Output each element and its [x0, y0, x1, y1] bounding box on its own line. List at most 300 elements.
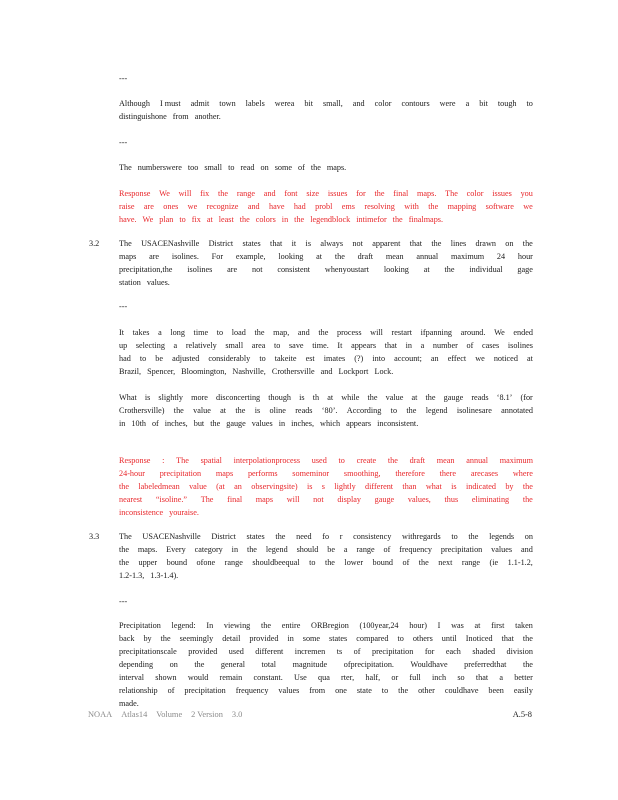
word: the	[160, 634, 171, 643]
word: of	[466, 341, 474, 350]
word: one	[335, 686, 347, 695]
word: We	[142, 215, 154, 224]
word: each	[445, 647, 461, 656]
word: noticed	[493, 354, 518, 363]
word: seemingly	[179, 634, 214, 643]
word: couldhave	[444, 686, 479, 695]
word: issues	[327, 189, 348, 198]
word: appears	[346, 419, 372, 428]
word: Every	[166, 545, 186, 554]
word: the	[406, 406, 417, 415]
word: though	[268, 393, 292, 402]
paragraph-comment-legend	[119, 619, 533, 710]
word: s	[321, 482, 325, 491]
word: or	[391, 673, 399, 682]
word: selecting	[135, 341, 165, 350]
word: numberswere	[137, 163, 182, 172]
word: USACENashville	[142, 532, 201, 541]
word: there	[439, 469, 457, 478]
word: more	[191, 393, 208, 402]
word: ofprecipitation.	[343, 660, 394, 669]
word: legendblock	[310, 215, 351, 224]
word: from	[172, 112, 189, 121]
footer-word: NOAA	[88, 710, 113, 719]
word: compared	[356, 634, 389, 643]
word: contours	[401, 99, 430, 108]
word: bit	[479, 99, 488, 108]
word: shown	[155, 673, 177, 682]
separator: ---	[119, 138, 128, 147]
word: annual	[416, 252, 439, 261]
word: the	[425, 393, 436, 402]
word: color	[374, 99, 392, 108]
word: not	[352, 239, 363, 248]
text-line	[119, 493, 533, 506]
word: least	[218, 215, 234, 224]
response-paragraph	[119, 454, 533, 519]
word: are	[227, 265, 238, 274]
word: The	[119, 163, 132, 172]
word: The	[119, 239, 132, 248]
word: maximum	[499, 456, 533, 465]
word: labels	[245, 99, 265, 108]
word: where	[512, 469, 533, 478]
word: than	[402, 482, 417, 491]
word: fo	[322, 532, 330, 541]
word: total	[261, 660, 277, 669]
word: maps.	[137, 545, 158, 554]
word: values.	[146, 278, 170, 287]
word: area	[251, 341, 266, 350]
word: in	[405, 341, 412, 350]
word: at	[474, 621, 481, 630]
text-line	[119, 632, 533, 645]
word: maps	[119, 252, 137, 261]
word: general	[220, 660, 245, 669]
word: need	[296, 532, 312, 541]
word: performs	[247, 469, 278, 478]
word: est	[305, 354, 315, 363]
word: around.	[460, 328, 486, 337]
word: lines	[450, 239, 467, 248]
word: the	[334, 252, 345, 261]
word: color	[466, 189, 484, 198]
word: display	[337, 495, 361, 504]
text-line	[119, 200, 533, 213]
word: long	[170, 328, 185, 337]
word: interval	[119, 673, 145, 682]
text-line	[119, 404, 533, 417]
word: different	[255, 647, 284, 656]
paragraph-comment-numbers	[119, 161, 533, 174]
word: legend	[425, 406, 448, 415]
word: states	[242, 239, 261, 248]
word: the	[218, 189, 229, 198]
word: I must	[159, 99, 181, 108]
text-line	[119, 569, 533, 582]
footer-word: 3.0	[231, 710, 243, 719]
word: frequency	[235, 686, 269, 695]
word: the	[444, 265, 455, 274]
word: load	[231, 328, 246, 337]
word: werea	[274, 99, 295, 108]
word: made.	[119, 699, 139, 708]
word: issues	[492, 189, 512, 198]
word: the	[431, 239, 442, 248]
word: withregards	[402, 532, 441, 541]
word: the	[275, 532, 286, 541]
word: others	[412, 634, 433, 643]
text-line	[119, 506, 533, 519]
word: the	[235, 406, 246, 415]
word: to	[259, 354, 266, 363]
word: a	[158, 328, 162, 337]
word: upper	[138, 558, 158, 567]
text-line	[119, 250, 533, 263]
word: Wouldhave	[410, 660, 448, 669]
word: is	[254, 406, 261, 415]
word: the	[522, 634, 533, 643]
word: range	[236, 189, 255, 198]
word: 1.2-1.3,	[119, 571, 145, 580]
word: thus	[444, 495, 459, 504]
word: so	[457, 673, 465, 682]
word: fix	[200, 189, 210, 198]
section-3-3-paragraph	[119, 530, 533, 582]
separator: ---	[119, 597, 128, 606]
word: read	[240, 163, 255, 172]
word: at	[206, 215, 213, 224]
word: would	[187, 673, 209, 682]
word: small	[204, 163, 223, 172]
word: isolines.	[171, 252, 199, 261]
word: in	[231, 545, 239, 554]
word: incremen	[294, 647, 326, 656]
word: maps.	[326, 163, 347, 172]
word: consistent	[277, 265, 311, 274]
word: Lock.	[374, 367, 394, 376]
word: takeite	[274, 354, 297, 363]
word: drawn	[475, 239, 496, 248]
word: finalmaps.	[408, 215, 444, 224]
word: in	[278, 419, 286, 428]
word: youraise.	[169, 508, 199, 517]
word: Bloomington,	[181, 367, 227, 376]
text-line	[119, 697, 533, 710]
word: shouldbeequal	[252, 558, 300, 567]
page-number: A.5-8	[512, 710, 532, 719]
word: by	[143, 634, 152, 643]
word: is	[299, 393, 305, 402]
word: will	[178, 189, 192, 198]
word: the	[119, 545, 130, 554]
word: viewing	[223, 621, 251, 630]
word: the	[392, 215, 403, 224]
word: consistency	[353, 532, 392, 541]
word: will	[370, 328, 383, 337]
word: effect	[447, 354, 467, 363]
word: at	[423, 265, 430, 274]
word: full	[409, 673, 421, 682]
text-line	[119, 237, 533, 250]
word: values	[491, 545, 513, 554]
word: In	[206, 621, 214, 630]
word: ems	[341, 202, 355, 211]
word: legend	[265, 545, 288, 554]
word: someminor	[292, 469, 330, 478]
word: division	[506, 647, 533, 656]
word: by	[505, 482, 514, 491]
word: nearest	[119, 495, 143, 504]
word: depending	[119, 660, 154, 669]
word: not	[313, 495, 324, 504]
word: used	[228, 647, 244, 656]
word: ‘80’.	[321, 406, 338, 415]
word: admit	[190, 99, 210, 108]
word: not	[252, 265, 263, 274]
word: (100year,24	[359, 621, 399, 630]
footer-word: Volume	[156, 710, 183, 719]
word: gage	[517, 265, 533, 274]
word: time.	[312, 341, 329, 350]
word: (at	[216, 482, 225, 491]
word: spatial	[200, 456, 222, 465]
word: and	[297, 328, 310, 337]
text-line	[119, 187, 533, 200]
footer-word: Atlas14	[121, 710, 148, 719]
word: gauge	[443, 393, 464, 402]
word: station	[119, 278, 141, 287]
word: mapping	[447, 202, 477, 211]
word: state	[356, 686, 372, 695]
word: hour)	[409, 621, 427, 630]
word: small	[225, 341, 244, 350]
word: the	[173, 406, 184, 415]
word: example,	[235, 252, 266, 261]
word: lower	[344, 558, 364, 567]
word: probl	[315, 202, 333, 211]
word: you	[520, 189, 533, 198]
word: 10th	[131, 419, 146, 428]
word: ORBregion	[311, 621, 349, 630]
word: annotated	[501, 406, 533, 415]
word: takes	[132, 328, 150, 337]
word: the	[374, 189, 385, 198]
word: I	[437, 621, 441, 630]
word: of	[402, 558, 410, 567]
text-line	[119, 365, 533, 378]
word: are	[143, 202, 154, 211]
word: preferredthat	[464, 660, 507, 669]
word: from	[309, 686, 326, 695]
word: states	[246, 532, 265, 541]
word: precipitation	[371, 647, 414, 656]
word: to	[139, 354, 147, 363]
word: size	[306, 189, 320, 198]
word: will	[286, 495, 300, 504]
word: to	[338, 456, 345, 465]
word: town	[219, 99, 236, 108]
word: frequency	[399, 545, 432, 554]
word: adjusted	[172, 354, 200, 363]
section-3-2-paragraph	[119, 237, 533, 289]
word: to	[216, 328, 224, 337]
word: is	[451, 482, 457, 491]
word: it	[291, 239, 297, 248]
word: qua	[318, 673, 330, 682]
text-line	[119, 543, 533, 556]
word: maps.	[417, 189, 437, 198]
word: and	[320, 367, 333, 376]
word: Crothersville)	[119, 406, 165, 415]
word: relationship	[119, 686, 158, 695]
word: ‘8.1’	[496, 393, 513, 402]
word: that	[409, 239, 423, 248]
word: What	[119, 393, 137, 402]
word: but	[193, 419, 205, 428]
word: have.	[119, 215, 137, 224]
word: in	[119, 419, 126, 428]
word: provided	[249, 634, 279, 643]
word: at	[526, 354, 533, 363]
text-line	[119, 645, 533, 658]
word: (ie	[489, 558, 499, 567]
word: value	[193, 406, 211, 415]
word: always	[320, 239, 344, 248]
word: map,	[273, 328, 290, 337]
word: hour	[517, 252, 533, 261]
word: intimefor	[356, 215, 387, 224]
word: isolines	[187, 265, 213, 274]
word: time	[193, 328, 209, 337]
word: were	[439, 99, 456, 108]
word: the	[468, 532, 479, 541]
separator: ---	[119, 302, 128, 311]
word: to	[179, 215, 186, 224]
word: arecases	[470, 469, 499, 478]
word: to	[228, 163, 235, 172]
word: Crothersville	[271, 367, 315, 376]
text-line	[119, 417, 533, 430]
word: to	[274, 341, 281, 350]
word: for	[424, 647, 435, 656]
word: we	[523, 202, 533, 211]
word: interpolationprocess	[233, 456, 301, 465]
word: save	[289, 341, 304, 350]
word: distinguishone	[119, 112, 167, 121]
word: observingsite)	[251, 482, 298, 491]
word: The	[200, 495, 214, 504]
word: colors	[255, 215, 276, 224]
word: range	[224, 558, 243, 567]
word: draft	[409, 456, 426, 465]
word: entire	[281, 621, 301, 630]
word: half,	[365, 673, 381, 682]
word: looking	[278, 252, 304, 261]
word: a	[173, 341, 178, 350]
word: is	[306, 482, 313, 491]
word: at	[327, 393, 334, 402]
word: (for	[520, 393, 533, 402]
word: According	[346, 406, 382, 415]
text-line	[119, 671, 533, 684]
word: the	[260, 621, 271, 630]
word: ts	[336, 647, 343, 656]
text-line	[119, 263, 533, 276]
word: on	[524, 532, 533, 541]
word: values	[278, 686, 300, 695]
word: therefore	[395, 469, 425, 478]
word: should	[296, 545, 319, 554]
word: that	[501, 634, 514, 643]
word: apparent	[372, 239, 401, 248]
word: It	[337, 341, 343, 350]
word: at	[411, 393, 418, 402]
word: whenyoustart	[324, 265, 370, 274]
word: and	[352, 99, 365, 108]
word: of	[151, 419, 159, 428]
word: a	[499, 673, 503, 682]
word: states	[329, 634, 348, 643]
word: gauge	[374, 495, 395, 504]
word: legends	[489, 532, 515, 541]
word: fix	[191, 215, 201, 224]
word: ifpanning	[420, 328, 453, 337]
word: mean	[436, 456, 455, 465]
word: slightly	[158, 393, 183, 402]
word: software	[485, 202, 514, 211]
word: better	[514, 673, 533, 682]
word: of	[383, 545, 391, 554]
word: Lockport	[338, 367, 369, 376]
word: to	[526, 99, 533, 108]
word: the	[210, 419, 221, 428]
word: Response	[119, 456, 151, 465]
word: Although	[119, 99, 150, 108]
section-number: 3.2	[89, 239, 100, 248]
word: the	[522, 495, 533, 504]
word: is	[305, 239, 312, 248]
word: eliminating	[471, 495, 510, 504]
footer-word: 2 Version	[191, 710, 223, 719]
word: on	[505, 239, 514, 248]
word: range	[461, 558, 481, 567]
word: at	[316, 252, 323, 261]
word: taken	[515, 621, 533, 630]
word: constant.	[253, 673, 283, 682]
word: what	[425, 482, 442, 491]
text-line	[119, 619, 533, 632]
word: It	[119, 328, 125, 337]
word: an	[234, 482, 242, 491]
word: remain	[219, 673, 243, 682]
word: draft	[357, 252, 374, 261]
word: at	[220, 406, 227, 415]
text-line	[119, 454, 533, 467]
word: the	[387, 456, 398, 465]
word: that	[475, 673, 489, 682]
word: are	[149, 252, 160, 261]
word: a	[465, 99, 470, 108]
word: create	[356, 456, 377, 465]
word: restart	[391, 328, 413, 337]
word: maps	[215, 469, 234, 478]
word: inconsistence	[119, 508, 164, 517]
word: lightly	[334, 482, 356, 491]
word: to	[381, 686, 389, 695]
word: magnitude	[292, 660, 328, 669]
text-line	[119, 326, 533, 339]
